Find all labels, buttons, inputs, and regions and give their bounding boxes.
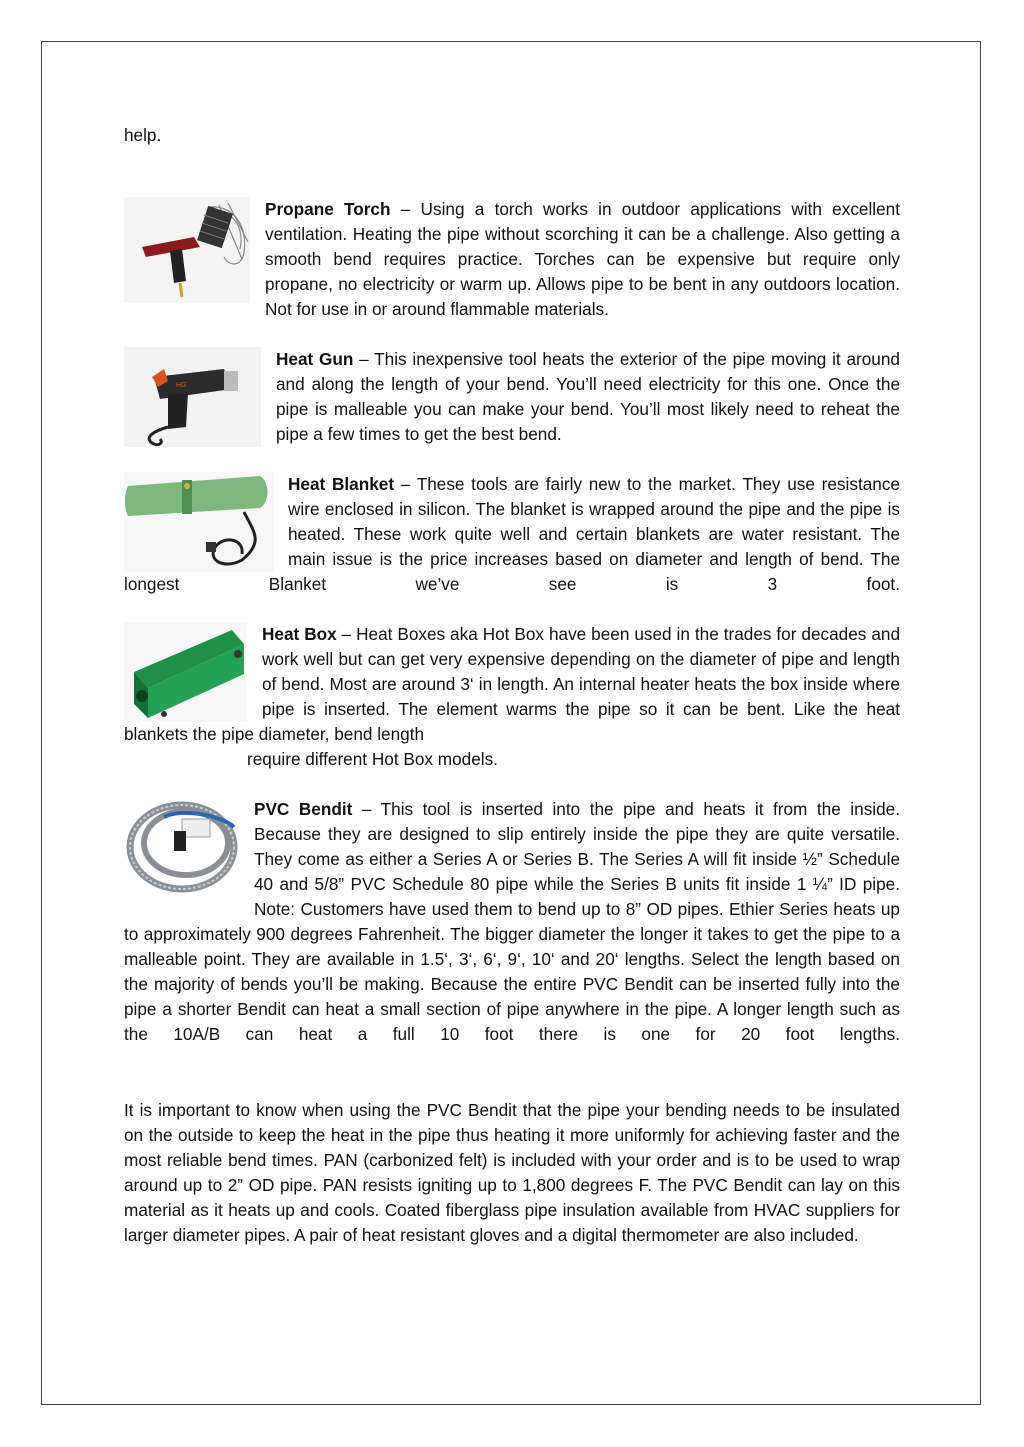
heat-gun-title: Heat Gun: [276, 349, 354, 369]
section-heat-box: [124, 622, 900, 772]
heat-gun-body: – This inexpensive tool heats the exterior of the pipe moving it around and along the length of your bend. You’ll need electricity for this one. Once the pipe is malleable you can make your bend. You’ll most likely need to reheat the pipe a few times to get the best bend.: [276, 349, 900, 444]
closing-paragraph: It is important to know when using the PVC Bendit that the pipe your bending needs to be insulated on the outside to keep the heat in the pipe thus heating it more uniformly for achieving faster and the most reliable bend times. PAN (carbonized felt) is included with your order and is to be used to wrap around up to 2” OD pipe. PAN resists igniting up to 1,800 degrees F. The PVC Bendit can lay on this material as it heats up and cools. Coated fiberglass pipe insulation available from HVAC suppliers for larger diameter pipes. A pair of heat resistant gloves and a digital thermometer are also included.: [124, 1100, 900, 1245]
section-heat-gun: [124, 347, 900, 447]
heat-gun-image: [124, 347, 261, 447]
propane-torch-body: – Using a torch works in outdoor applications with excellent ventilation. Heating the pipe without scorching it can be a challenge. Also getting a smooth bend requires practice. Torches can be expensive but require only propane, no electricity or warm up. Allows pipe to be bent in any outdoors location. Not for use in or around flammable materials.: [265, 199, 901, 319]
section-pvc-bendit: [124, 797, 900, 1047]
propane-torch-icon: [124, 197, 250, 303]
heat-blanket-title: Heat Blanket: [288, 474, 395, 494]
lead-text: help.: [124, 125, 162, 145]
heat-box-body-tail: require different Hot Box models.: [247, 749, 498, 769]
propane-torch-image: [124, 197, 250, 303]
section-propane-torch: [124, 197, 900, 322]
closing-section: [124, 1098, 900, 1248]
heat-box-image: [124, 622, 247, 722]
heat-gun-icon: [124, 347, 261, 447]
pvc-bendit-body: – This tool is inserted into the pipe and heats it from the inside. Because they are designed to slip entirely inside the pipe they are quite versatile. They come as either a Series A or Series B. The Series A will fit inside ½” Schedule 40 and 5/8” PVC Schedule 80 pipe while the Series B units fit inside 1 ¼” ID pipe. Note: Customers have used them to bend up to 8” OD pipes. Ethier Series heats up to approximately 900 degrees Fahrenheit. The bigger diameter the longer it takes to get the pipe to a malleable point. They are available in 1.5‘, 3‘, 6‘, 9‘, 10‘ and 20‘ lengths. Select the length based on the majority of bends you’ll be making. Because the entire PVC Bendit can be inserted fully into the pipe a shorter Bendit can heat a small section of pipe anywhere in the pipe. A longer length such as the 10A/B can heat a full 10 foot there is one for 20 foot lengths.: [124, 799, 900, 1044]
heat-box-icon: [124, 622, 247, 722]
heat-blanket-icon: [124, 472, 274, 572]
heat-box-body: – Heat Boxes aka Hot Box have been used in the trades for decades and work well but can get very expensive depending on the diameter of pipe and length of bend. Most are around 3‘ in length. An internal heater heats the box inside where pipe is inserted. The element warms the pipe so it can be bent. Like the heat blankets the pipe diameter, bend length: [124, 624, 901, 744]
heat-blanket-image: [124, 472, 274, 572]
pvc-bendit-icon: [124, 797, 242, 901]
heat-box-title: Heat Box: [262, 624, 337, 644]
heat-blanket-body: – These tools are fairly new to the market. They use resistance wire enclosed in silicon. The blanket is wrapped around the pipe and the pipe is heated. These work quite well and certain blankets are water resistant. The main issue is the price increases based on diameter and length of bend. The longest Blanket we’ve see is 3 foot.: [124, 474, 900, 594]
pvc-bendit-image: [124, 797, 242, 901]
svg-text:HG: HG: [176, 382, 187, 389]
section-heat-blanket: [124, 472, 900, 597]
pvc-bendit-title: PVC Bendit: [254, 799, 353, 819]
propane-torch-title: Propane Torch: [265, 199, 391, 219]
